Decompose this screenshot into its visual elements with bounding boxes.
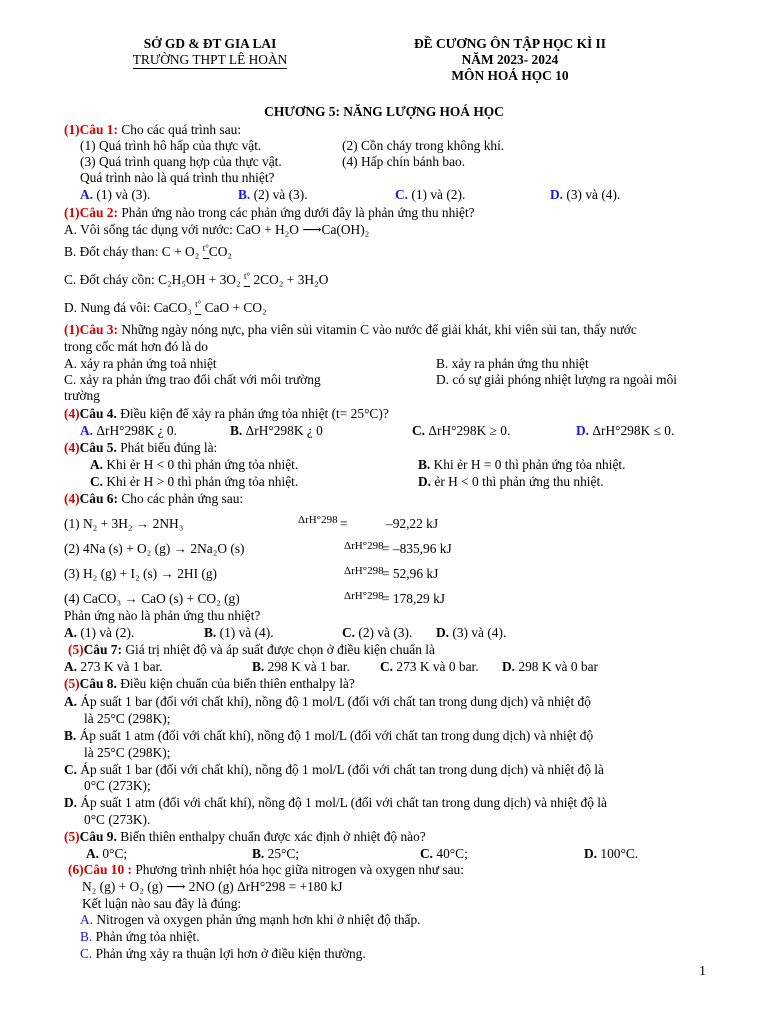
- option-c: C. Áp suất 1 bar (đối với chất khí), nồng độ 1 mol/L (đối với chất tan trong dung dịch) và nhiệt độ là: [64, 762, 604, 777]
- enthalpy-symbol: ΔrH°298: [344, 590, 384, 602]
- question-label: Câu 7:: [83, 642, 122, 657]
- option-a: A. (1) và (2).: [64, 625, 135, 640]
- option-b: B. 25°C;: [252, 846, 300, 861]
- question-6: [64, 491, 243, 507]
- question-text: Phương trình nhiệt hóa học giữa nitrogen và oxygen như sau:: [135, 862, 464, 877]
- option-d: D. ẻr H < 0 thì phản ứng thu nhiệt.: [418, 474, 604, 489]
- question-text: Giá trị nhiệt độ và áp suất được chọn ở điều kiện chuẩn là: [125, 642, 435, 657]
- difficulty-level: (4): [64, 406, 80, 421]
- option-b: B. Khi ẻr H = 0 thì phản ứng tỏa nhiệt.: [418, 457, 626, 472]
- enthalpy-value-3: = 52,96 kJ: [382, 566, 439, 581]
- question-label: Câu 2:: [79, 205, 118, 220]
- option-c: C. 40°C;: [420, 846, 468, 861]
- option-d: D. ΔrH°298K ≤ 0.: [576, 423, 675, 438]
- enthalpy-value-4: = 178,29 kJ: [382, 591, 445, 606]
- option-c: C. Đốt cháy cồn: C₂H₅OH + 3O₂ $^{t^\circ}$ 2CO₂ + 3H₂O: [64, 271, 329, 287]
- question-text: Phản ứng nào trong các phản ứng dưới đây là phản ứng thu nhiệt?: [121, 205, 475, 220]
- option-a: A. xảy ra phản ứng toả nhiệt: [64, 356, 217, 371]
- question-prompt: Phản ứng nào là phản ứng thu nhiệt?: [64, 608, 261, 623]
- difficulty-level: (6): [68, 862, 84, 877]
- question-label: Câu 4.: [79, 406, 117, 421]
- process-3: (3) Quá trình quang hợp của thực vật.: [80, 154, 282, 169]
- difficulty-level: (4): [64, 440, 80, 455]
- option-c-cont: 0°C (273K);: [84, 778, 151, 793]
- option-a: A. Áp suất 1 bar (đối với chất khí), nồng độ 1 mol/L (đối với chất tan trong dung dịch) và nhiệt độ: [64, 694, 591, 709]
- option-c: C. xảy ra phản ứng trao đổi chất với môi trường: [64, 372, 321, 387]
- header-school: TRƯỜNG THPT LÊ HOÀN: [132, 52, 288, 67]
- header-department: SỞ GD & ĐT GIA LAI: [143, 36, 277, 51]
- option-a: A. Khi ẻr H < 0 thì phản ứng tỏa nhiệt.: [90, 457, 299, 472]
- question-text: Những ngày nóng nực, pha viên sủi vitamin C vào nước để giải khát, khi viên sủi tan, thấy nước: [121, 322, 637, 337]
- question-text: Cho các phản ứng sau:: [121, 491, 244, 506]
- difficulty-level: (5): [68, 642, 84, 657]
- question-text-cont: trong cốc mát hơn đó là do: [64, 339, 208, 354]
- question-label: Câu 9.: [79, 829, 117, 844]
- question-text: Điều kiện chuẩn của biến thiên enthalpy là?: [120, 676, 355, 691]
- option-b: B. xảy ra phản ứng thu nhiệt: [436, 356, 589, 371]
- difficulty-level: (5): [64, 829, 80, 844]
- page-number: 1: [699, 964, 706, 979]
- process-4: (4) Hấp chín bánh bao.: [342, 154, 466, 169]
- question-label: Câu 3:: [79, 322, 118, 337]
- chapter-title: CHƯƠNG 5: NĂNG LƯỢNG HOÁ HỌC: [264, 104, 504, 119]
- question-2: [64, 205, 475, 221]
- header-year: NĂM 2023- 2024: [461, 52, 559, 67]
- option-c: C. Khi ẻr H > 0 thì phản ứng tỏa nhiệt.: [90, 474, 299, 489]
- option-b: B. (2) và (3).: [238, 187, 308, 202]
- difficulty-level: (5): [64, 676, 80, 691]
- option-c: C. 273 K và 0 bar.: [380, 659, 479, 674]
- option-b: B. 298 K và 1 bar.: [252, 659, 350, 674]
- process-1: (1) Quá trình hô hấp của thực vật.: [80, 138, 262, 153]
- question-label: Câu 8.: [79, 676, 117, 691]
- option-c: C. Phản ứng xảy ra thuận lợi hơn ở điều kiện thường.: [80, 946, 366, 961]
- header-subject: MÔN HOÁ HỌC 10: [451, 68, 569, 83]
- difficulty-level: (1): [64, 322, 80, 337]
- option-a: A. (1) và (3).: [80, 187, 151, 202]
- option-a: A. Nitrogen và oxygen phản ứng mạnh hơn khi ở nhiệt độ thấp.: [80, 912, 421, 927]
- difficulty-level: (1): [64, 205, 80, 220]
- option-c: C. (2) và (3).: [342, 625, 413, 640]
- question-text: Biến thiên enthalpy chuẩn được xác định ở nhiệt độ nào?: [120, 829, 426, 844]
- enthalpy-equals: =: [340, 516, 348, 531]
- option-d: D. 298 K và 0 bar: [502, 659, 598, 674]
- question-prompt: Kết luận nào sau đây là đúng:: [82, 896, 242, 911]
- option-b: B. Áp suất 1 atm (đối với chất khí), nồng độ 1 mol/L (đối với chất tan trong dung dịch) và nhiệt độ: [64, 728, 594, 743]
- question-label: Câu 5.: [79, 440, 117, 455]
- question-9: [64, 829, 426, 845]
- option-a: A. 273 K và 1 bar.: [64, 659, 163, 674]
- option-a: A. Vôi sống tác dụng với nước: CaO + H₂O ⟶Ca(OH)₂: [64, 222, 370, 237]
- question-4: [64, 406, 389, 422]
- question-text: Phát biểu đúng là:: [120, 440, 218, 455]
- question-10: [68, 862, 464, 878]
- option-b: B. ΔrH°298K ¿ 0: [230, 423, 323, 438]
- thermochemical-equation: N₂ (g) + O₂ (g) ⟶ 2NO (g) ΔrH°298 = +180 kJ: [82, 879, 343, 894]
- question-3: [64, 322, 637, 338]
- option-a-cont: là 25°C (298K);: [84, 711, 171, 726]
- option-b: B. Phản ứng tỏa nhiệt.: [80, 929, 200, 944]
- reaction-4: (4) CaCO₃ → CaO (s) + CO₂ (g): [64, 591, 240, 606]
- option-a: A. ΔrH°298K ¿ 0.: [80, 423, 177, 438]
- header-title: ĐỀ CƯƠNG ÔN TẬP HỌC KÌ II: [414, 36, 606, 51]
- enthalpy-symbol: ΔrH°298: [298, 514, 338, 526]
- process-2: (2) Cồn cháy trong không khí.: [342, 138, 505, 153]
- question-label: Câu 10 :: [83, 862, 132, 877]
- question-7: [68, 642, 435, 658]
- option-d: D. Nung đá vôi: CaCO₃ $^{t^\circ}$ CaO + CO₂: [64, 299, 267, 315]
- option-d: D. Áp suất 1 atm (đối với chất khí), nồng độ 1 mol/L (đối với chất tan trong dung dịch) và nhiệt độ là: [64, 795, 607, 810]
- reaction-2: (2) 4Na (s) + O₂ (g) → 2Na₂O (s): [64, 541, 245, 556]
- difficulty-level: (1): [64, 122, 80, 137]
- option-d: D. (3) và (4).: [436, 625, 507, 640]
- enthalpy-symbol: ΔrH°298: [344, 565, 384, 577]
- option-c: C. (1) và (2).: [395, 187, 466, 202]
- question-label: Câu 1:: [79, 122, 118, 137]
- option-b: B. Đốt cháy than: C + O₂ $^{t^\circ}$CO₂: [64, 243, 233, 259]
- question-5: [64, 440, 217, 456]
- question-text: Điều kiện để xảy ra phản ứng tỏa nhiệt (t= 25°C)?: [120, 406, 389, 421]
- question-label: Câu 6:: [79, 491, 118, 506]
- option-b: B. (1) và (4).: [204, 625, 274, 640]
- option-a: A. 0°C;: [86, 846, 128, 861]
- enthalpy-value-1: –92,22 kJ: [386, 516, 439, 531]
- option-c-cont: trường: [64, 388, 100, 403]
- option-d-cont: 0°C (273K).: [84, 812, 151, 827]
- option-b-cont: là 25°C (298K);: [84, 745, 171, 760]
- question-8: [64, 676, 355, 692]
- question-text: Cho các quá trình sau:: [121, 122, 242, 137]
- option-d: D. có sự giải phóng nhiệt lượng ra ngoài môi: [436, 372, 678, 387]
- enthalpy-value-2: = –835,96 kJ: [382, 541, 452, 556]
- difficulty-level: (4): [64, 491, 80, 506]
- option-d: D. (3) và (4).: [550, 187, 621, 202]
- reaction-1: (1) N₂ + 3H₂ → 2NH₃: [64, 516, 184, 531]
- option-d: D. 100°C.: [584, 846, 639, 861]
- question-prompt: Quá trình nào là quá trình thu nhiệt?: [80, 170, 275, 185]
- enthalpy-symbol: ΔrH°298: [344, 540, 384, 552]
- reaction-3: (3) H₂ (g) + I₂ (s) → 2HI (g): [64, 566, 217, 581]
- question-1: [64, 122, 241, 138]
- option-c: C. ΔrH°298K ≥ 0.: [412, 423, 511, 438]
